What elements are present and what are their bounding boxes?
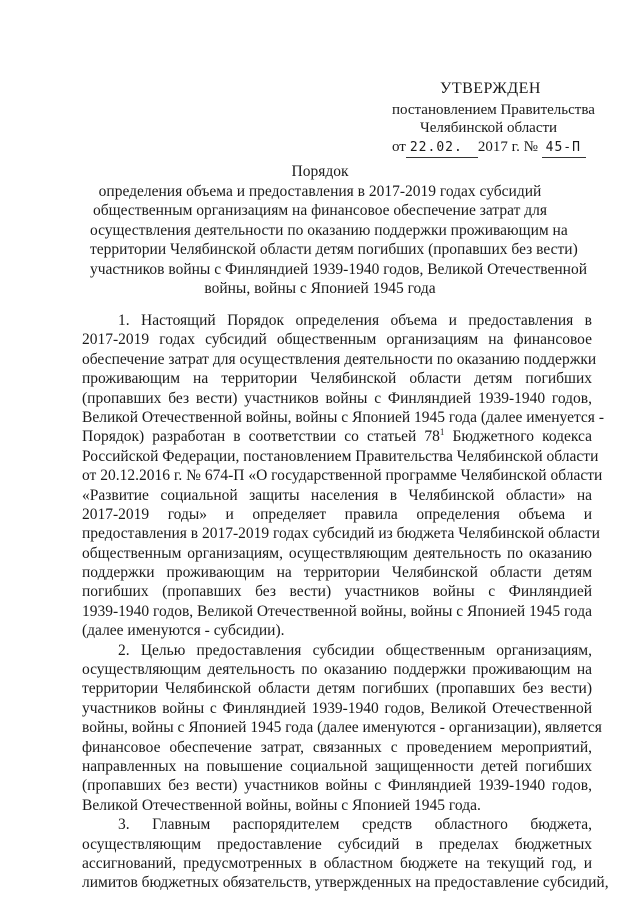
paragraph-2-line: осуществляющим деятельность по оказанию поддержки проживающим на: [82, 661, 592, 679]
paragraph-1-line-footnote: [82, 427, 592, 446]
title-line: войны, войны с Японией 1945 года: [204, 280, 436, 297]
handwritten-date: 22.02.: [406, 139, 478, 158]
paragraph-1-line: Великой Отечественной войны, войны с Японией 1945 года (далее именуется -: [82, 408, 604, 426]
title-line: определения объема и предоставления в 2017-2019 годах субсидий: [98, 182, 542, 200]
paragraph-2-line: участников войны с Финляндией 1939-1940 годов, Великой Отечественной: [82, 699, 592, 717]
paragraph-1-line: 1939-1940 годов, Великой Отечественной войны, войны с Японией 1945 года: [82, 602, 592, 620]
title-line: участников войны с Финляндией 1939-1940 годов, Великой Отечественной: [90, 260, 588, 278]
paragraph-1-line: Российской Федерации, постановлением Правительства Челябинской области: [82, 447, 599, 465]
document-title: [90, 162, 588, 299]
paragraph-1-line: «Развитие социальной защиты населения в Челябинской области» на: [82, 486, 592, 504]
approval-line-1: постановлением Правительства: [392, 102, 595, 118]
title-line: Порядок: [291, 163, 349, 180]
year-number-label: 2017 г. №: [477, 139, 538, 155]
approval-date-line: [392, 138, 586, 158]
date-prefix: от: [392, 139, 406, 155]
paragraph-1-line: от 20.12.2016 г. № 674-П «О государственной программе Челябинской области: [82, 467, 603, 485]
paragraph-1-line: (пропавших без вести) участников войны с Финляндией 1939-1940 годов,: [82, 389, 592, 407]
superscript: 1: [439, 427, 445, 438]
paragraph-1-line: общественным организациям, осуществляющим деятельность по оказанию: [82, 544, 592, 562]
paragraph-2-line: направленных на повышение социальной защищенности детей погибших: [82, 757, 592, 775]
paragraph-2-line: Великой Отечественной войны, войны с Японией 1945 года.: [82, 796, 481, 814]
title-line: территории Челябинской области детям погибших (пропавших без вести): [90, 241, 578, 258]
paragraph-3-line: ассигнований, предусмотренных в областном бюджете на текущий год, и: [82, 854, 592, 872]
title-line: общественным организациям на финансовое обеспечение затрат для: [93, 202, 547, 219]
paragraph-1-line: 1. Настоящий Порядок определения объема и предоставления в: [118, 312, 592, 329]
paragraph-2-line: (пропавших без вести) участников войны с Финляндией 1939-1940 годов,: [82, 777, 592, 795]
paragraph-1-line: предоставления в 2017-2019 годах субсидий из бюджета Челябинской области: [82, 525, 600, 543]
line-text: Порядок) разработан в соответствии со статьей 78: [82, 428, 440, 446]
paragraph-3-line: лимитов бюджетных обязательств, утвержденных на предоставление субсидий,: [82, 874, 609, 892]
paragraph-2-line: 2. Целью предоставления субсидии общественным организациям,: [118, 641, 592, 659]
line-text-tail: Бюджетного кодекса: [452, 428, 592, 446]
paragraph-2-line: войны, войны с Японией 1945 года (далее именуются - организации), является: [82, 719, 602, 737]
paragraph-1-line: поддержки проживающим на территории Челябинской области детям: [82, 564, 592, 582]
paragraph-1-line: (далее именуются - субсидии).: [82, 622, 285, 640]
paragraph-1-line: 2017-2019 годы» и определяет правила определения объема и: [82, 505, 592, 523]
document-body: [82, 311, 609, 893]
title-line: осуществления деятельности по оказанию поддержки проживающим на: [90, 221, 568, 239]
paragraph-2-line: территории Челябинской области детям погибших (пропавших без вести): [82, 680, 592, 698]
handwritten-number: 45-П: [542, 139, 586, 158]
approval-line-2: Челябинской области: [420, 120, 558, 136]
approval-heading: УТВЕРЖДЕН: [440, 80, 541, 97]
paragraph-1-line: погибших (пропавших без вести) участников войны с Финляндией: [82, 583, 592, 601]
paragraph-3-line: 3. Главным распорядителем средств областного бюджета,: [118, 816, 592, 834]
paragraph-3-line: осуществляющим предоставление субсидий в пределах бюджетных: [82, 835, 592, 853]
paragraph-1-line: обеспечение затрат для осуществления деятельности по оказанию поддержки: [82, 350, 597, 368]
paragraph-1-line: проживающим на территории Челябинской области детям погибших: [82, 370, 592, 388]
paragraph-2-line: финансовое обеспечение затрат, связанных с проведением мероприятий,: [82, 738, 592, 756]
paragraph-1-line: 2017-2019 годах субсидий общественным организациям на финансовое: [82, 331, 592, 349]
